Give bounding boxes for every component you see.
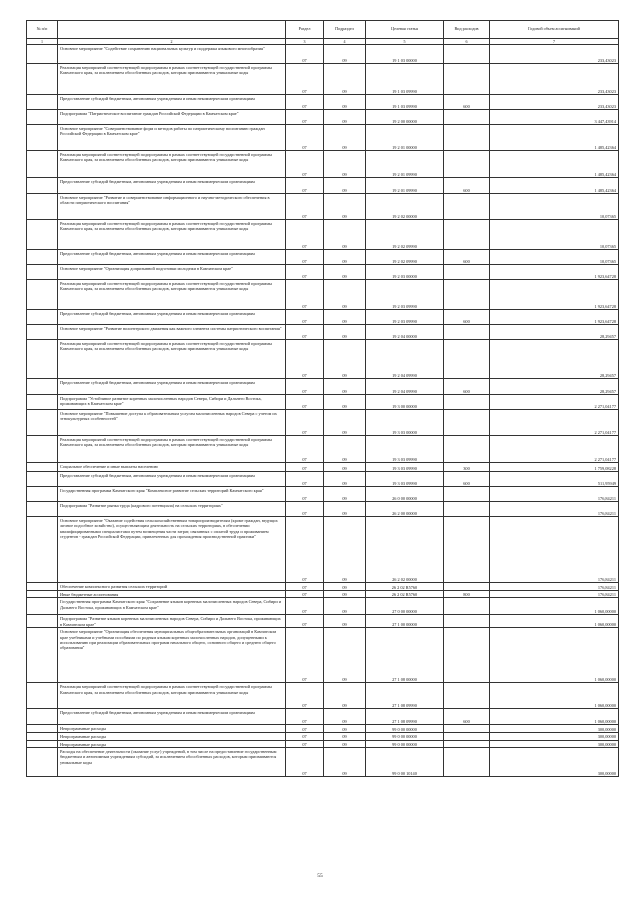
header-name [58,21,286,39]
table-row [27,517,619,583]
page-number: 55 [317,873,323,879]
row-kind-cell [444,194,490,220]
row-name-cell: Основное мероприятие "Развитие волонтерского движения как важного элемента системы патриотического воспитания" [58,325,286,340]
row-name-cell: Подпрограмма "Развитие языков коренных малочисленных народов Севера, Сибири и Дальнего Востока, проживающих в Камчатском крае" [58,615,286,628]
row-target-cell: 19 2 04 09990 [366,379,444,395]
row-section-cell: 07 [286,628,324,683]
row-amount-cell: 1 923,64728 [490,280,619,310]
row-number-cell [27,151,58,178]
row-name-cell: Основное мероприятие "Организация допризывной подготовки молодежи в Камчатском крае" [58,265,286,280]
row-subsection-cell: 09 [324,151,366,178]
row-section-cell: 07 [286,178,324,194]
row-name-cell: Предоставление субсидий бюджетным, автономным учреждениям и иным некоммерческим организациям [58,95,286,110]
row-kind-cell: 300 [444,463,490,472]
row-kind-cell [444,583,490,591]
row-subsection-cell: 09 [324,125,366,151]
row-number-cell [27,194,58,220]
row-kind-cell: 600 [444,95,490,110]
row-kind-cell [444,502,490,517]
row-kind-cell [444,740,490,747]
row-number-cell [27,502,58,517]
row-section-cell: 07 [286,591,324,598]
row-number-cell [27,110,58,125]
row-kind-cell [444,628,490,683]
row-target-cell: 19 2 02 00000 [366,194,444,220]
row-subsection-cell: 09 [324,280,366,310]
row-section-cell: 07 [286,395,324,410]
row-name-cell: Непрограммные расходы [58,740,286,747]
row-amount-cell: 1 060,00000 [490,628,619,683]
row-subsection-cell: 09 [324,733,366,740]
row-amount-cell: 176,84211 [490,591,619,598]
row-target-cell: 19 2 04 00000 [366,325,444,340]
row-amount-cell: 1 485,42364 [490,125,619,151]
row-kind-cell [444,110,490,125]
row-amount-cell: 2 271,04177 [490,436,619,463]
row-target-cell: 19 2 02 09990 [366,220,444,250]
row-kind-cell [444,748,490,777]
row-amount-cell: 1 060,00000 [490,683,619,709]
row-amount-cell: 1 759,08228 [490,463,619,472]
row-target-cell: 27 1 08 09990 [366,709,444,725]
row-subsection-cell: 09 [324,748,366,777]
row-amount-cell: 10,07365 [490,194,619,220]
row-target-cell: 19 2 03 09990 [366,280,444,310]
row-subsection-cell: 09 [324,709,366,725]
row-number-cell [27,410,58,436]
row-kind-cell: 600 [444,178,490,194]
table-row [27,379,619,395]
row-section-cell: 07 [286,265,324,280]
column-number: 4 [324,39,366,45]
row-target-cell: 26 2 00 00000 [366,502,444,517]
header-section: Раздел [286,21,324,39]
row-amount-cell: 1 923,64728 [490,265,619,280]
row-target-cell: 99 0 00 00000 [366,733,444,740]
row-name-cell: Подпрограмма "Патриотическое воспитание граждан Российской Федерации в Камчатском крае" [58,110,286,125]
row-target-cell: 99 0 00 00000 [366,725,444,733]
table-row [27,740,619,747]
row-section-cell: 07 [286,410,324,436]
row-kind-cell: 600 [444,379,490,395]
row-name-cell: Реализация мероприятий соответствующей подпрограммы в рамках соответствующей государственной программы Камчатского края, за исключением обособленных расходов, которым присваиваются уникальные коды [58,220,286,250]
table-row [27,95,619,110]
table-row [27,598,619,615]
row-number-cell [27,725,58,733]
row-number-cell [27,95,58,110]
row-name-cell: Реализация мероприятий соответствующей подпрограммы в рамках соответствующей государственной программы Камчатского края, за исключением обособленных расходов, которым присваиваются уникальные коды [58,64,286,95]
row-subsection-cell: 09 [324,591,366,598]
row-kind-cell [444,725,490,733]
row-name-cell: Государственная программа Камчатского края "Сохранение языков коренных малочисленных народов Севера, Сибири и Дальнего Востока, проживающих в Камчатском крае" [58,598,286,615]
row-amount-cell: 3 447,43914 [490,110,619,125]
row-section-cell: 07 [286,583,324,591]
row-subsection-cell: 09 [324,502,366,517]
table-row [27,615,619,628]
row-number-cell [27,615,58,628]
header-expense-kind: Вид расходов [444,21,490,39]
row-section-cell: 07 [286,220,324,250]
row-target-cell: 19 2 04 09990 [366,340,444,379]
row-number-cell [27,748,58,777]
row-section-cell: 07 [286,487,324,502]
row-number-cell [27,683,58,709]
table-row [27,45,619,64]
row-subsection-cell: 09 [324,265,366,280]
row-number-cell [27,517,58,583]
row-name-cell: Основное мероприятие "Содействие сохранению национальных культур и поддержка языкового многообразия" [58,45,286,64]
row-number-cell [27,178,58,194]
row-target-cell: 19 2 01 00000 [366,125,444,151]
row-subsection-cell: 09 [324,472,366,487]
row-number-cell [27,472,58,487]
row-number-cell [27,487,58,502]
row-name-cell: Реализация мероприятий соответствующей подпрограммы в рамках соответствующей государственной программы Камчатского края, за исключением обособленных расходов, которым присваиваются уникальные коды [58,280,286,310]
row-target-cell: 19 3 03 00000 [366,410,444,436]
row-amount-cell: 300,00000 [490,733,619,740]
row-subsection-cell: 09 [324,598,366,615]
table-row [27,709,619,725]
table-row [27,220,619,250]
row-section-cell: 07 [286,310,324,325]
row-subsection-cell: 09 [324,615,366,628]
row-amount-cell: 300,00000 [490,740,619,747]
row-amount-cell: 233,43023 [490,95,619,110]
row-target-cell: 27 1 00 00000 [366,615,444,628]
row-kind-cell [444,151,490,178]
row-section-cell: 07 [286,748,324,777]
row-target-cell: 19 3 03 09990 [366,472,444,487]
row-amount-cell: 511,95949 [490,472,619,487]
column-number: 3 [286,39,324,45]
table-row [27,178,619,194]
row-name-cell: Предоставление субсидий бюджетным, автономным учреждениям и иным некоммерческим организациям [58,709,286,725]
row-kind-cell [444,280,490,310]
row-subsection-cell: 09 [324,463,366,472]
row-target-cell: 19 2 00 00000 [366,110,444,125]
row-amount-cell: 2 271,04177 [490,410,619,436]
row-subsection-cell: 09 [324,250,366,265]
row-name-cell: Предоставление субсидий бюджетным, автономным учреждениям и иным некоммерческим организациям [58,178,286,194]
table-row [27,748,619,777]
row-target-cell: 19 2 03 00000 [366,265,444,280]
table-row [27,250,619,265]
row-section-cell: 07 [286,280,324,310]
header-annual-amount: Годовой объем ассигнований [490,21,619,39]
table-row [27,64,619,95]
row-subsection-cell: 09 [324,487,366,502]
row-amount-cell: 176,84211 [490,517,619,583]
row-name-cell: Предоставление субсидий бюджетным, автономным учреждениям и иным некоммерческим организациям [58,310,286,325]
table-row [27,502,619,517]
row-amount-cell: 28,29457 [490,325,619,340]
row-section-cell: 07 [286,325,324,340]
row-target-cell: 26 2 02 00000 [366,517,444,583]
row-name-cell: Реализация мероприятий соответствующей подпрограммы в рамках соответствующей государственной программы Камчатского края, за исключением обособленных расходов, которым присваиваются уникальные коды [58,151,286,178]
row-target-cell: 19 3 03 09990 [366,436,444,463]
row-amount-cell: 176,84211 [490,487,619,502]
row-subsection-cell: 09 [324,194,366,220]
table-row [27,265,619,280]
table-row [27,472,619,487]
row-section-cell: 07 [286,64,324,95]
row-name-cell: Обеспечение комплексного развития сельских территорий [58,583,286,591]
row-target-cell: 19 1 03 09990 [366,95,444,110]
row-target-cell: 26 0 00 00000 [366,487,444,502]
row-amount-cell: 300,00000 [490,725,619,733]
row-number-cell [27,583,58,591]
row-name-cell: Иные бюджетные ассигнования [58,591,286,598]
row-target-cell: 19 2 01 09990 [366,151,444,178]
row-number-cell [27,45,58,64]
row-target-cell: 26 2 02 R5760 [366,583,444,591]
table-row [27,410,619,436]
row-subsection-cell: 09 [324,310,366,325]
table-row [27,733,619,740]
row-number-cell [27,598,58,615]
row-target-cell: 19 2 02 09990 [366,250,444,265]
row-section-cell: 07 [286,709,324,725]
row-target-cell: 19 2 01 09990 [366,178,444,194]
row-name-cell: Основное мероприятие "Развитие и совершенствование информационного и научно-методического обеспечения в области патриотического воспитания" [58,194,286,220]
row-kind-cell [444,64,490,95]
row-number-cell [27,125,58,151]
table-row [27,110,619,125]
row-number-cell [27,64,58,95]
row-target-cell: 27 1 08 00000 [366,628,444,683]
row-kind-cell [444,598,490,615]
table-row [27,325,619,340]
row-amount-cell: 10,07365 [490,220,619,250]
row-number-cell [27,709,58,725]
table-row [27,628,619,683]
row-target-cell: 27 0 00 00000 [366,598,444,615]
row-section-cell: 07 [286,615,324,628]
row-kind-cell: 600 [444,250,490,265]
row-number-cell [27,220,58,250]
row-subsection-cell: 09 [324,325,366,340]
table-row [27,310,619,325]
row-kind-cell [444,325,490,340]
row-number-cell [27,463,58,472]
row-amount-cell: 1 485,42364 [490,151,619,178]
row-amount-cell: 176,84211 [490,502,619,517]
row-kind-cell [444,340,490,379]
row-name-cell: Основное мероприятие "Оказание содействия сельскохозяйственным товаропроизводителям (кроме граждан, ведущих личное подсобное хозяйство), осуществляющим деятельность на сельских территориях, в обеспечении квалифицированными специалистами путем возмещения части затрат, связанных с оплатой труда и проживанием студентов - граждан Российской Федерации, привлеченных для прохождения производственной практики" [58,517,286,583]
row-kind-cell [444,395,490,410]
row-amount-cell: 2 271,04177 [490,395,619,410]
row-section-cell: 07 [286,463,324,472]
budget-table-sheet [26,20,618,777]
row-subsection-cell: 09 [324,220,366,250]
row-section-cell: 07 [286,340,324,379]
row-subsection-cell: 09 [324,340,366,379]
row-section-cell: 07 [286,683,324,709]
row-target-cell: 19 3 00 00000 [366,395,444,410]
column-number: 2 [58,39,286,45]
row-section-cell: 07 [286,379,324,395]
budget-table [26,20,619,777]
row-number-cell [27,265,58,280]
table-row [27,280,619,310]
column-number: 7 [490,39,619,45]
row-name-cell: Подпрограмма "Устойчивое развитие коренных малочисленных народов Севера, Сибири и Дальнего Востока, проживающих в Камчатском крае" [58,395,286,410]
row-number-cell [27,379,58,395]
row-subsection-cell: 09 [324,64,366,95]
row-amount-cell: 10,07365 [490,250,619,265]
row-number-cell [27,250,58,265]
row-section-cell: 07 [286,725,324,733]
row-target-cell: 19 2 03 09990 [366,310,444,325]
row-subsection-cell: 09 [324,410,366,436]
row-section-cell: 07 [286,110,324,125]
column-number: 5 [366,39,444,45]
row-kind-cell [444,683,490,709]
row-amount-cell: 28,29457 [490,379,619,395]
row-name-cell: Основное мероприятие "Повышение доступа к образовательным услугам малочисленных народов Севера с учетом их этнокультурных особенностей" [58,410,286,436]
row-target-cell: 26 2 02 R5760 [366,591,444,598]
table-row [27,395,619,410]
row-target-cell: 27 1 08 09990 [366,683,444,709]
table-row [27,125,619,151]
row-subsection-cell: 09 [324,740,366,747]
row-amount-cell: 233,43023 [490,45,619,64]
row-section-cell: 07 [286,517,324,583]
row-name-cell: Подпрограмма "Развитие рынка труда (кадрового потенциала) на сельских территориях" [58,502,286,517]
row-number-cell [27,740,58,747]
row-amount-cell: 1 060,00000 [490,615,619,628]
row-section-cell: 07 [286,125,324,151]
row-subsection-cell: 09 [324,517,366,583]
row-subsection-cell: 09 [324,683,366,709]
row-kind-cell [444,517,490,583]
row-amount-cell: 233,43023 [490,64,619,95]
column-number: 6 [444,39,490,45]
row-name-cell: Государственная программа Камчатского края "Комплексное развитие сельских территорий Камчатского края" [58,487,286,502]
table-body [27,45,619,777]
row-subsection-cell: 09 [324,436,366,463]
row-section-cell: 07 [286,502,324,517]
header-row [27,21,619,39]
row-number-cell [27,436,58,463]
row-subsection-cell: 09 [324,110,366,125]
row-target-cell: 99 0 00 00000 [366,740,444,747]
table-row [27,683,619,709]
row-kind-cell: 600 [444,472,490,487]
row-amount-cell: 300,00000 [490,748,619,777]
header-target-article: Целевая статья [366,21,444,39]
row-amount-cell: 1 923,64728 [490,310,619,325]
row-number-cell [27,591,58,598]
row-subsection-cell: 09 [324,628,366,683]
row-section-cell: 07 [286,250,324,265]
row-name-cell: Предоставление субсидий бюджетным, автономным учреждениям и иным некоммерческим организациям [58,250,286,265]
column-number: 1 [27,39,58,45]
row-kind-cell [444,265,490,280]
row-subsection-cell: 09 [324,95,366,110]
table-row [27,591,619,598]
table-row [27,340,619,379]
row-kind-cell [444,125,490,151]
row-number-cell [27,395,58,410]
row-section-cell: 07 [286,740,324,747]
row-target-cell: 99 0 00 10140 [366,748,444,777]
row-kind-cell [444,615,490,628]
row-section-cell: 07 [286,95,324,110]
row-name-cell: Реализация мероприятий соответствующей подпрограммы в рамках соответствующей государственной программы Камчатского края, за исключением обособленных расходов, которым присваиваются уникальные коды [58,340,286,379]
row-amount-cell: 28,29457 [490,340,619,379]
table-row [27,194,619,220]
row-subsection-cell: 09 [324,178,366,194]
row-kind-cell [444,487,490,502]
row-name-cell: Основное мероприятие "Совершенствование форм и методов работы по патриотическому воспитанию граждан Российской Федерации в Камчатском крае" [58,125,286,151]
row-amount-cell: 1 060,00000 [490,598,619,615]
row-number-cell [27,325,58,340]
row-name-cell: Непрограммные расходы [58,725,286,733]
row-name-cell: Основное мероприятие "Организация обеспечения муниципальных общеобразовательных организаций в Камчатском крае учебниками и учебными пособиями по родным языкам коренных малочисленных народов, допущенными к использованию при реализации образовательных программ начального общего, основного общего и среднего общего образования" [58,628,286,683]
row-subsection-cell: 09 [324,583,366,591]
row-name-cell: Предоставление субсидий бюджетным, автономным учреждениям и иным некоммерческим организациям [58,379,286,395]
row-section-cell: 07 [286,733,324,740]
row-name-cell: Реализация мероприятий соответствующей подпрограммы в рамках соответствующей государственной программы Камчатского края, за исключением обособленных расходов, которым присваиваются уникальные коды [58,436,286,463]
row-kind-cell: 600 [444,709,490,725]
table-row [27,436,619,463]
row-subsection-cell: 09 [324,395,366,410]
row-name-cell: Расходы на обеспечение деятельности (оказание услуг) учреждений, в том числе на предоставление государственным бюджетным и автономным учреждениям субсидий, за исключением обособленных расходов, которым присваиваются уникальные коды [58,748,286,777]
row-kind-cell [444,436,490,463]
row-section-cell: 07 [286,194,324,220]
row-number-cell [27,340,58,379]
row-subsection-cell: 09 [324,45,366,64]
row-amount-cell: 1 060,00000 [490,709,619,725]
row-section-cell: 07 [286,436,324,463]
table-row [27,463,619,472]
table-row [27,583,619,591]
row-kind-cell [444,410,490,436]
row-name-cell: Предоставление субсидий бюджетным, автономным учреждениям и иным некоммерческим организациям [58,472,286,487]
row-target-cell: 19 1 03 00000 [366,45,444,64]
row-name-cell: Социальное обеспечение и иные выплаты населению [58,463,286,472]
header-subsection: Подраздел [324,21,366,39]
row-subsection-cell: 09 [324,725,366,733]
row-target-cell: 19 1 03 09990 [366,64,444,95]
row-number-cell [27,733,58,740]
table-row [27,151,619,178]
row-name-cell: Реализация мероприятий соответствующей подпрограммы в рамках соответствующей государственной программы Камчатского края, за исключением обособленных расходов, которым присваиваются уникальные коды [58,683,286,709]
row-section-cell: 07 [286,598,324,615]
table-row [27,725,619,733]
row-kind-cell [444,45,490,64]
row-target-cell: 19 3 03 09990 [366,463,444,472]
row-section-cell: 07 [286,472,324,487]
header-number: № п/п [27,21,58,39]
row-section-cell: 07 [286,151,324,178]
row-amount-cell: 176,84211 [490,583,619,591]
row-name-cell: Непрограммные расходы [58,733,286,740]
row-amount-cell: 1 485,42364 [490,178,619,194]
row-number-cell [27,310,58,325]
row-kind-cell: 800 [444,591,490,598]
row-section-cell: 07 [286,45,324,64]
row-number-cell [27,280,58,310]
row-kind-cell [444,733,490,740]
row-kind-cell [444,220,490,250]
row-number-cell [27,628,58,683]
table-row [27,487,619,502]
row-kind-cell: 600 [444,310,490,325]
row-subsection-cell: 09 [324,379,366,395]
